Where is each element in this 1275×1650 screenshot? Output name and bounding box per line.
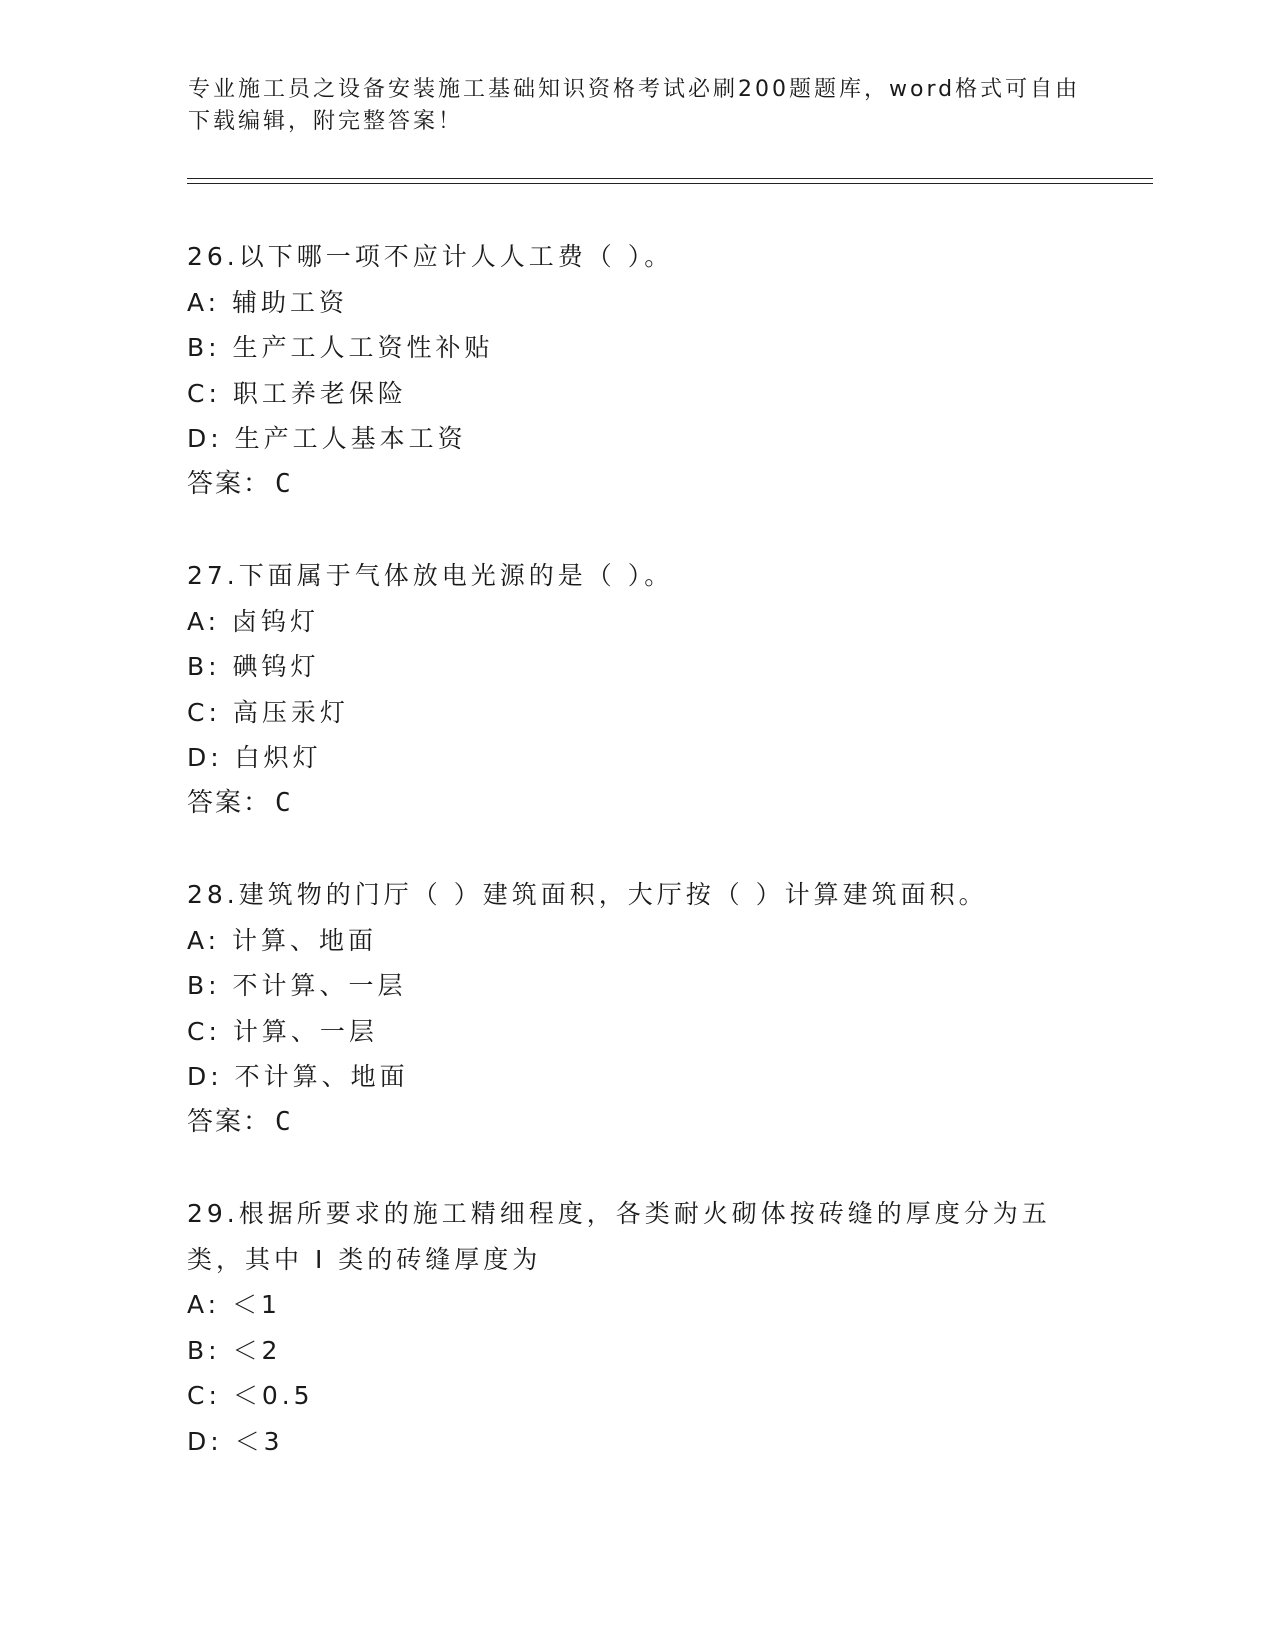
- option-b: B: ＜2: [187, 1335, 282, 1365]
- option-d: D: 白炽灯: [187, 743, 322, 772]
- question-26: [187, 234, 1147, 507]
- option-c: C: 计算、一层: [187, 1016, 378, 1046]
- question-27: [187, 553, 1147, 826]
- question-title: 26.以下哪一项不应计人人工费（ ）。: [187, 242, 674, 271]
- option-c: C: ＜0.5: [187, 1381, 314, 1410]
- question-29: [187, 1191, 1147, 1464]
- option-a: A: 计算、地面: [187, 925, 378, 955]
- question-title: 28.建筑物的门厅（ ）建筑面积，大厅按（ ）计算建筑面积。: [187, 880, 988, 909]
- answer-label: 答案：: [187, 1106, 272, 1137]
- option-a: A: 辅助工资: [187, 287, 349, 317]
- answer-label: 答案：: [187, 468, 272, 499]
- option-d: D: 生产工人基本工资: [187, 424, 467, 453]
- answer-value: C: [275, 1106, 293, 1137]
- question-title: 27.下面属于气体放电光源的是（ ）。: [187, 561, 674, 590]
- option-d: D: ＜3: [187, 1426, 284, 1456]
- answer-line: [187, 1100, 1147, 1146]
- header-divider-top: [187, 178, 1153, 179]
- option-b: B: 不计算、一层: [187, 971, 407, 1000]
- answer-value: C: [275, 787, 293, 818]
- option-b: B: 碘钨灯: [187, 652, 320, 681]
- document-header: 专业施工员之设备安装施工基础知识资格考试必刷200题题库，word格式可自由下载编辑，附完整答案！: [188, 77, 1081, 134]
- question-title: 29.根据所要求的施工精细程度，各类耐火砌体按砖缝的厚度分为五类，其中 I 类的砖缝厚度为: [187, 1199, 1051, 1274]
- answer-value: C: [275, 468, 293, 499]
- option-a: A: 卤钨灯: [187, 606, 320, 636]
- header-divider-bottom: [187, 183, 1153, 184]
- question-28: [187, 872, 1147, 1145]
- option-c: C: 职工养老保险: [187, 378, 407, 408]
- option-b: B: 生产工人工资性补贴: [187, 333, 494, 362]
- answer-line: [187, 781, 1147, 827]
- option-d: D: 不计算、地面: [187, 1062, 409, 1091]
- option-a: A: ＜1: [187, 1290, 281, 1319]
- option-c: C: 高压汞灯: [187, 697, 349, 727]
- answer-line: [187, 462, 1147, 508]
- answer-label: 答案：: [187, 787, 272, 818]
